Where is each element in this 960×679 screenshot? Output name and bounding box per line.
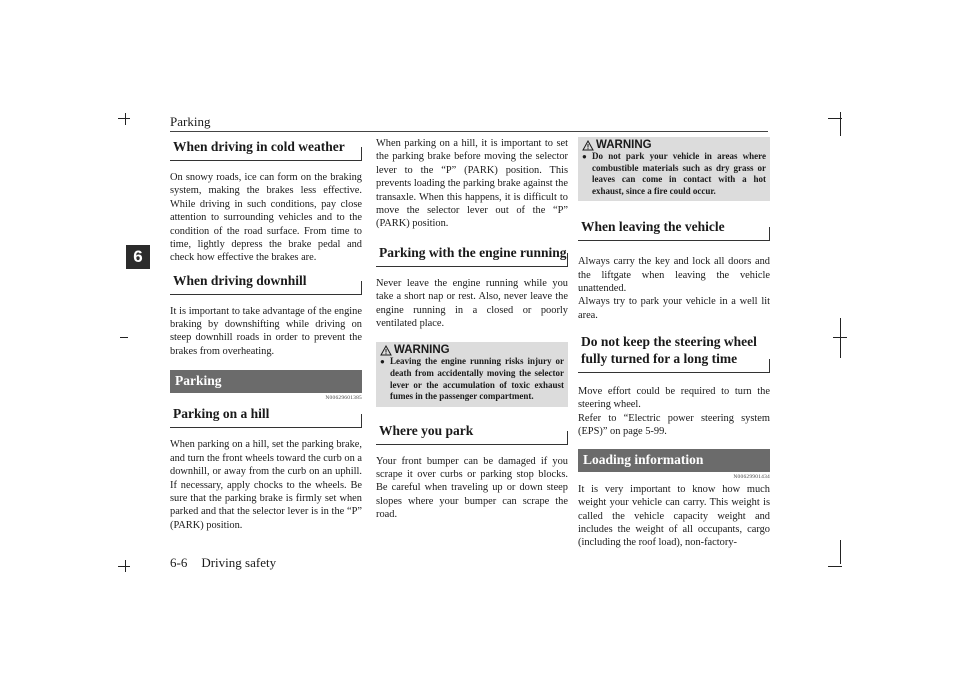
section-code: N00629601385 (325, 395, 362, 402)
heading-where-you-park: Where you park (376, 421, 568, 445)
header-title: Parking (170, 114, 211, 129)
warning-box (578, 137, 770, 201)
crop-mark (120, 337, 128, 338)
engine-running-text: Never leave the engine running while you take a short nap or rest. Also, never leave the engine running in a closed or poorly ventilated place. (376, 277, 568, 329)
crop-mark (118, 566, 130, 567)
heading-downhill: When driving downhill (170, 271, 362, 295)
warning-text: Do not park your vehicle in areas where combustible materials such as dry grass or leaves can come in contact with a hot exhaust, since a fire could occur. (592, 151, 766, 196)
where-you-park-text: Your front bumper can be damaged if you scrape it over curbs or parking stop blocks. Be careful when traveling up or down steep slopes where your bumper can scrape the road. (376, 455, 568, 521)
bullet-icon: ● (380, 357, 385, 367)
crop-mark (840, 112, 841, 136)
warning-title (582, 139, 766, 151)
hill-continued-text: When parking on a hill, it is important to set the parking brake before moving the selector lever to the “P” (PARK) position. This prevents loading the parking brake against the transaxle. When this happens, it is difficult to move the selector lever out of the “P” (PARK) position. (376, 138, 568, 230)
warning-box (376, 342, 568, 406)
warning-triangle-icon (380, 345, 392, 356)
warning-title (380, 344, 564, 356)
warning-label: WARNING (394, 344, 450, 357)
heading-engine-running: Parking with the engine running (376, 243, 568, 267)
section-code: N00629901434 (733, 473, 770, 480)
loading-text: It is very important to know how much weight your vehicle can carry. This weight is called the vehicle capacity weight and includes the weight of all occupants, cargo (including the roof load), non-factory- (578, 483, 770, 549)
crop-mark (840, 318, 841, 358)
crop-mark (125, 560, 126, 572)
heading-parking: Parking (170, 370, 362, 393)
warning-item (380, 356, 564, 402)
page-number: 6-6 (170, 555, 188, 570)
heading-steering-wheel: Do not keep the steering wheel fully turned for a long time (578, 332, 770, 373)
heading-leaving-vehicle: When leaving the vehicle (578, 217, 770, 241)
footer-section: Driving safety (201, 555, 277, 570)
crop-mark (125, 113, 126, 125)
footer (170, 555, 276, 571)
heading-cold-weather: When driving in cold weather (170, 137, 362, 161)
column-3 (578, 137, 770, 550)
chapter-tab: 6 (126, 245, 150, 269)
header-rule (170, 131, 768, 132)
warning-label: WARNING (596, 139, 652, 151)
hill-text: When parking on a hill, set the parking brake, and turn the front wheels toward the curb on a downhill, or away from the curb on an uphill. If necessary, apply chocks to the wheels. Be sure that the parking brake is firmly set when parked and that the selector lever is in the “P” (PARK) position. (170, 439, 362, 531)
crop-mark (828, 566, 842, 567)
leaving-text-2: Always try to park your vehicle in a well lit area. (578, 296, 770, 321)
column-2 (376, 137, 568, 522)
bullet-icon: ● (582, 152, 587, 161)
warning-item (582, 151, 766, 197)
steering-text-2: Refer to “Electric power steering system (EPS)” on page 5-99. (578, 412, 770, 438)
heading-parking-on-hill: Parking on a hill (170, 404, 362, 428)
cold-weather-text: On snowy roads, ice can form on the braking system, making the brakes less effective. While driving in such conditions, pay close attention to surrounding vehicles and to the condition of the road surface. From time to time, lightly depress the brake pedal and check how effective the brakes are. (170, 171, 362, 264)
downhill-text: It is important to take advantage of the engine braking by downshifting while driving on steep downhill roads in order to prevent the brakes from overheating. (170, 305, 362, 357)
warning-triangle-icon (582, 140, 594, 151)
heading-loading-information: Loading information (578, 449, 770, 472)
crop-mark (118, 118, 130, 119)
warning-text: Leaving the engine running risks injury or death from accidentally moving the selector lever or the accumulation of toxic exhaust fumes in the passenger compartment. (390, 356, 564, 402)
leaving-text-1: Always carry the key and lock all doors and the liftgate when leaving the vehicle unattended. (578, 256, 770, 295)
crop-mark (840, 540, 841, 564)
steering-text-1: Move effort could be required to turn the steering wheel. (578, 386, 770, 411)
column-1 (170, 137, 362, 532)
